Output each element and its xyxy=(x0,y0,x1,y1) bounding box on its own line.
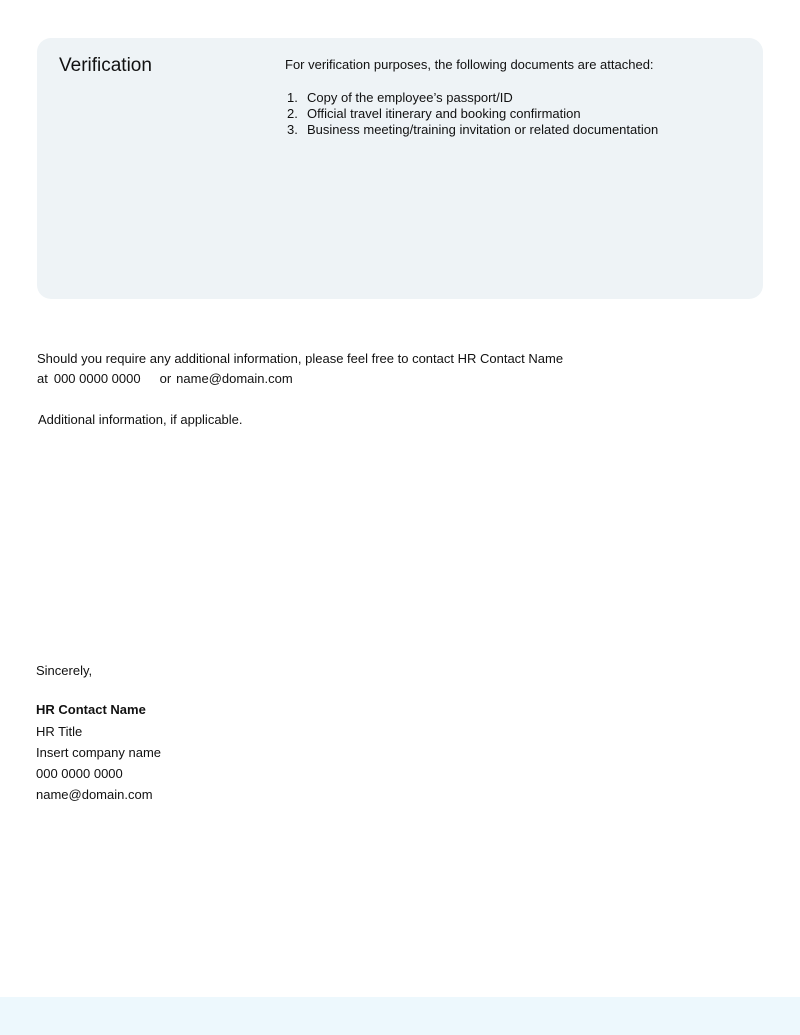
footer-band xyxy=(0,997,800,1035)
list-item xyxy=(285,106,658,122)
verification-heading: Verification xyxy=(59,55,152,76)
signature-title: HR Title xyxy=(36,724,83,739)
contact-text: Should you require any additional information, please feel free to contact HR Contact Name xyxy=(37,351,564,366)
signoff-text: Sincerely, xyxy=(36,663,93,678)
contact-email: name@domain.com xyxy=(176,371,293,386)
list-item-text: Business meeting/training invitation or related documentation xyxy=(307,122,659,137)
contact-phone: 000 0000 0000 xyxy=(53,371,141,386)
additional-info-text: Additional information, if applicable. xyxy=(38,412,243,427)
list-item xyxy=(285,122,658,138)
list-number: 3. xyxy=(287,122,298,137)
attached-documents-list xyxy=(285,90,658,138)
list-number: 2. xyxy=(287,106,298,121)
signature-phone: 000 0000 0000 xyxy=(36,766,123,781)
list-item xyxy=(285,90,658,106)
signature-name: HR Contact Name xyxy=(36,702,146,717)
contact-or-label: or xyxy=(159,371,172,386)
contact-details-line xyxy=(37,369,563,389)
contact-at-label: at xyxy=(37,371,48,386)
signature-company: Insert company name xyxy=(36,745,162,760)
signature-email: name@domain.com xyxy=(36,787,153,802)
list-item-text: Official travel itinerary and booking confirmation xyxy=(307,106,581,121)
contact-paragraph xyxy=(37,349,563,389)
list-number: 1. xyxy=(287,90,298,105)
verification-intro: For verification purposes, the following documents are attached: xyxy=(285,57,654,72)
signature-block xyxy=(36,699,161,805)
verification-panel xyxy=(37,38,763,299)
list-item-text: Copy of the employee’s passport/ID xyxy=(307,90,513,105)
